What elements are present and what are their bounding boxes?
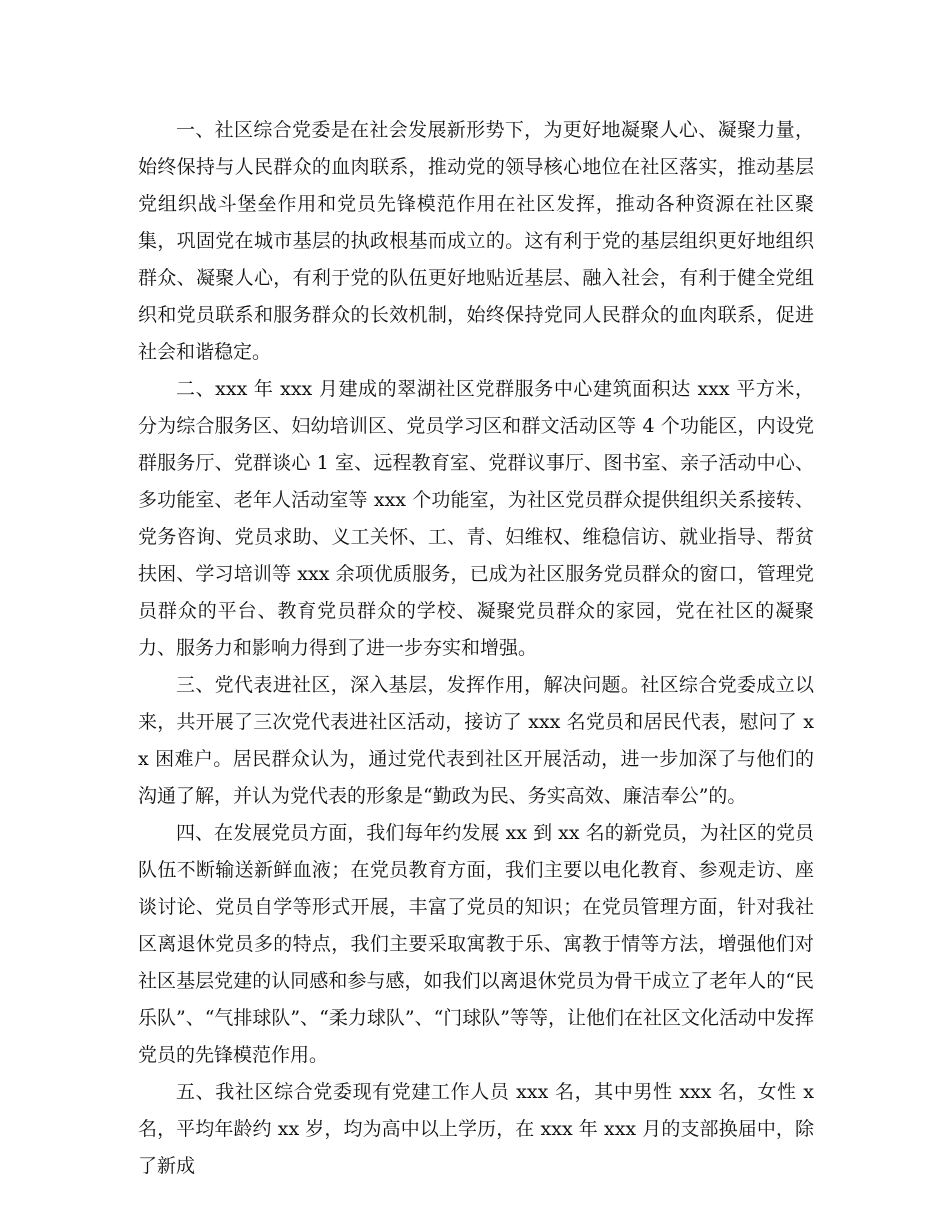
document-body <box>138 112 814 1185</box>
paragraph-5: 五、我社区综合党委现有党建工作人员 xxx 名，其中男性 xxx 名，女性 x 名，平均年龄约 xx 岁，均为高中以上学历，在 xxx 年 xxx 月的支部换届中，除了新成 <box>138 1081 814 1177</box>
paragraph-3: 三、党代表进社区，深入基层，发挥作用，解决问题。社区综合党委成立以来，共开展了三次党代表进社区活动，接访了 xxx 名党员和居民代表，慰问了 xx 困难户。居民群众认为，通过党代表到社区开展活动，进一步加深了与他们的沟通了解，并认为党代表的形象是“勤政为民、务实高效、廉洁奉公”的。 <box>138 674 814 807</box>
paragraph-4: 四、在发展党员方面，我们每年约发展 xx 到 xx 名的新党员，为社区的党员队伍不断输送新鲜血液；在党员教育方面，我们主要以电化教育、参观走访、座谈讨论、党员自学等形式开展，丰富了党员的知识；在党员管理方面，针对我社区离退休党员多的特点，我们主要采取寓教于乐、寓教于情等方法，增强他们对社区基层党建的认同感和参与感，如我们以离退休党员为骨干成立了老年人的“民乐队”、“气排球队”、“柔力球队”、“门球队”等等，让他们在社区文化活动中发挥党员的先锋模范作用。 <box>138 822 814 1066</box>
paragraph-2: 二、xxx 年 xxx 月建成的翠湖社区党群服务中心建筑面积达 xxx 平方米，分为综合服务区、妇幼培训区、党员学习区和群文活动区等 4 个功能区，内设党群服务厅、党群谈心 1 室、远程教育室、党群议事厅、图书室、亲子活动中心、多功能室、老年人活动室等 xxx 个功能室，为社区党员群众提供组织关系接转、党务咨询、党员求助、义工关怀、工、青、妇维权、维稳信访、就业指导、帮贫扶困、学习培训等 xxx 余项优质服务，已成为社区服务党员群众的窗口，管理党员群众的平台、教育党员群众的学校、凝聚党员群众的家园，党在社区的凝聚力、服务力和影响力得到了进一步夯实和增强。 <box>138 378 814 659</box>
paragraph-1: 一、社区综合党委是在社会发展新形势下，为更好地凝聚人心、凝聚力量，始终保持与人民群众的血肉联系，推动党的领导核心地位在社区落实，推动基层党组织战斗堡垒作用和党员先锋模范作用在社区发挥，推动各种资源在社区聚集，巩固党在城市基层的执政根基而成立的。这有利于党的基层组织更好地组织群众、凝聚人心，有利于党的队伍更好地贴近基层、融入社会，有利于健全党组织和党员联系和服务群众的长效机制，始终保持党同人民群众的血肉联系，促进社会和谐稳定。 <box>138 119 814 363</box>
